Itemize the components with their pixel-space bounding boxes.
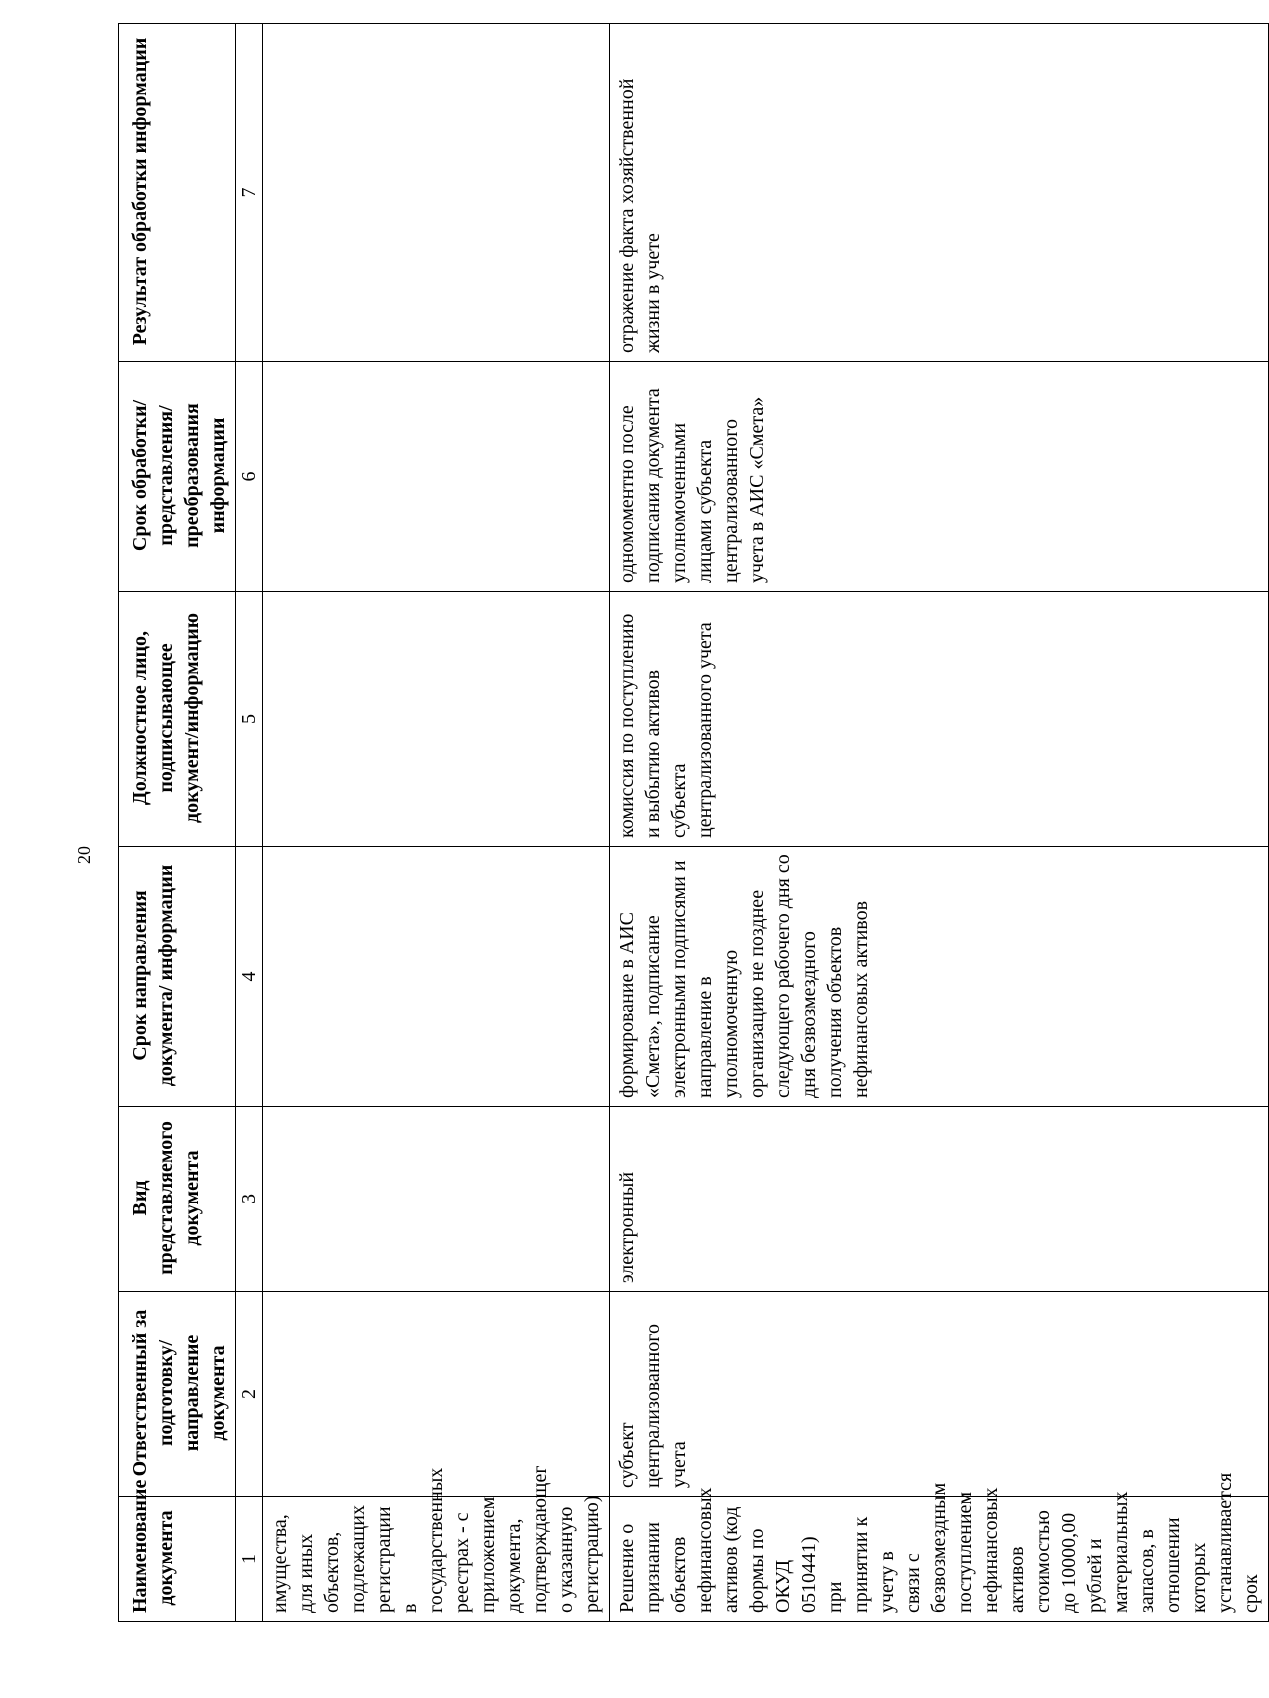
column-number: 1	[236, 1497, 263, 1622]
column-number: 3	[236, 1107, 263, 1292]
header-responsible: Ответственный за подготовку/ направление документа	[119, 1292, 236, 1497]
table-cell	[263, 592, 610, 847]
table-cell	[263, 847, 610, 1107]
table-cell	[263, 362, 610, 592]
table-cell	[263, 1107, 610, 1292]
column-number: 6	[236, 362, 263, 592]
header-document-type: Вид представляемого документа	[119, 1107, 236, 1292]
column-number-row	[236, 24, 263, 1622]
header-processing-deadline: Срок обработки/ представления/ преобразования информации	[119, 362, 236, 592]
table-row	[610, 24, 1269, 1622]
table-cell: субъект централизованного учета	[610, 1292, 1269, 1497]
document-table	[118, 23, 1269, 1622]
table-cell: электронный	[610, 1107, 1269, 1292]
table-cell: имущества, для иных объектов, подлежащих регистрации в государственных реестрах - с приложением документа, подтверждающег о указанную регистрацию)	[263, 1497, 610, 1622]
table-cell	[263, 24, 610, 362]
document-table-container	[118, 24, 1262, 1622]
column-number: 2	[236, 1292, 263, 1497]
table-cell: комиссия по поступлению и выбытию активов субъекта централизованного учета	[610, 592, 1269, 847]
header-row	[119, 24, 236, 1622]
table-row	[263, 24, 610, 1622]
column-number: 4	[236, 847, 263, 1107]
table-cell: одномоментно после подписания документа уполномоченными лицами субъекта централизованного учета в АИС «Смета»	[610, 362, 1269, 592]
header-processing-result: Результат обработки информации	[119, 24, 236, 362]
table-cell: отражение факта хозяйственной жизни в учете	[610, 24, 1269, 362]
column-number: 7	[236, 24, 263, 362]
page-number: 20	[74, 846, 94, 864]
header-document-name: Наименование документа	[119, 1497, 236, 1622]
table-cell: формирование в АИС «Смета», подписание электронными подписями и направление в уполномоченную организацию не позднее следующего рабочего дня со дня безвозмездного получения объектов нефинансовых активов	[610, 847, 1269, 1107]
column-number: 5	[236, 592, 263, 847]
header-signing-official: Должностное лицо, подписывающее документ/информацию	[119, 592, 236, 847]
header-sending-deadline: Срок направления документа/ информации	[119, 847, 236, 1107]
table-cell	[263, 1292, 610, 1497]
table-cell: Решение о признании объектов нефинансовых активов (код формы по ОКУД 0510441) при принятии к учету в связи с безвозмездным поступлением нефинансовых активов стоимостью до 10000,00 рублей и материальных запасов, в отношении которых устанавливается срок	[610, 1497, 1269, 1622]
